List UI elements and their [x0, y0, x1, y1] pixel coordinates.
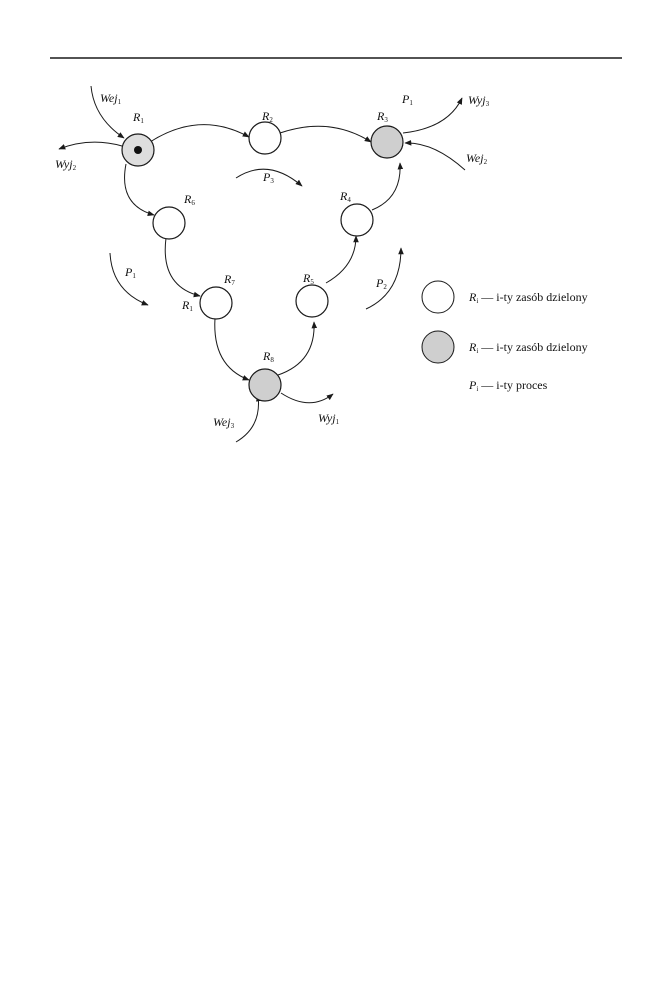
- edge-r1-r2: [150, 125, 249, 142]
- arrow-wyj1: [281, 393, 333, 403]
- token-dot: [134, 146, 142, 154]
- edge-r1-r6: [125, 164, 154, 215]
- label-r3: R3: [377, 109, 388, 124]
- label-p3: P3: [263, 170, 274, 185]
- node-r2: [249, 122, 281, 154]
- label-wej2: Wej2: [466, 151, 488, 166]
- edge-r4-r3: [372, 163, 400, 210]
- arrow-p2: [366, 248, 401, 309]
- node-r5: [296, 285, 328, 317]
- legend-item-1: Ri — i-ty zasób dzielony: [469, 290, 588, 305]
- label-wyj1: Wyj1: [318, 411, 340, 426]
- label-r6: R6: [184, 192, 195, 207]
- legend-symbol-gray-circle: [422, 331, 454, 363]
- label-r2: R2: [262, 109, 273, 124]
- label-wyj3: Wyj3: [468, 93, 490, 108]
- arrow-wyj2: [59, 142, 122, 149]
- label-p1-left: P1: [125, 265, 136, 280]
- node-r7: [200, 287, 232, 319]
- node-r3: [371, 126, 403, 158]
- label-r4: R4: [340, 189, 351, 204]
- node-r8: [249, 369, 281, 401]
- legend-item-2: Ri — i-ty zasób dzielony: [469, 340, 588, 355]
- label-p2: P2: [376, 276, 387, 291]
- label-r7: R7: [224, 272, 235, 287]
- arrow-wej3: [236, 395, 259, 442]
- label-r1-second: R1: [182, 298, 193, 313]
- label-r8: R8: [263, 349, 274, 364]
- arrow-p1-left: [110, 253, 148, 305]
- label-r5: R5: [303, 271, 314, 286]
- edge-r8-r5: [278, 322, 314, 375]
- edge-r2-r3: [280, 126, 371, 142]
- label-wej1: Wej1: [100, 91, 122, 106]
- edge-r6-r7: [165, 238, 200, 296]
- label-wej3: Wej3: [213, 415, 235, 430]
- edges: [125, 125, 401, 380]
- legend-symbol-white-circle: [422, 281, 454, 313]
- node-r6: [153, 207, 185, 239]
- label-wyj2: Wyj2: [55, 157, 77, 172]
- label-r1: R1: [133, 110, 144, 125]
- label-p1-top: P1: [402, 92, 413, 107]
- edge-r7-r8: [215, 318, 249, 380]
- legend-item-3: Pi — i-ty proces: [469, 378, 548, 393]
- edge-r5-r4: [326, 236, 356, 283]
- arrow-wej2: [405, 143, 465, 170]
- legend: [422, 281, 588, 393]
- node-r4: [341, 204, 373, 236]
